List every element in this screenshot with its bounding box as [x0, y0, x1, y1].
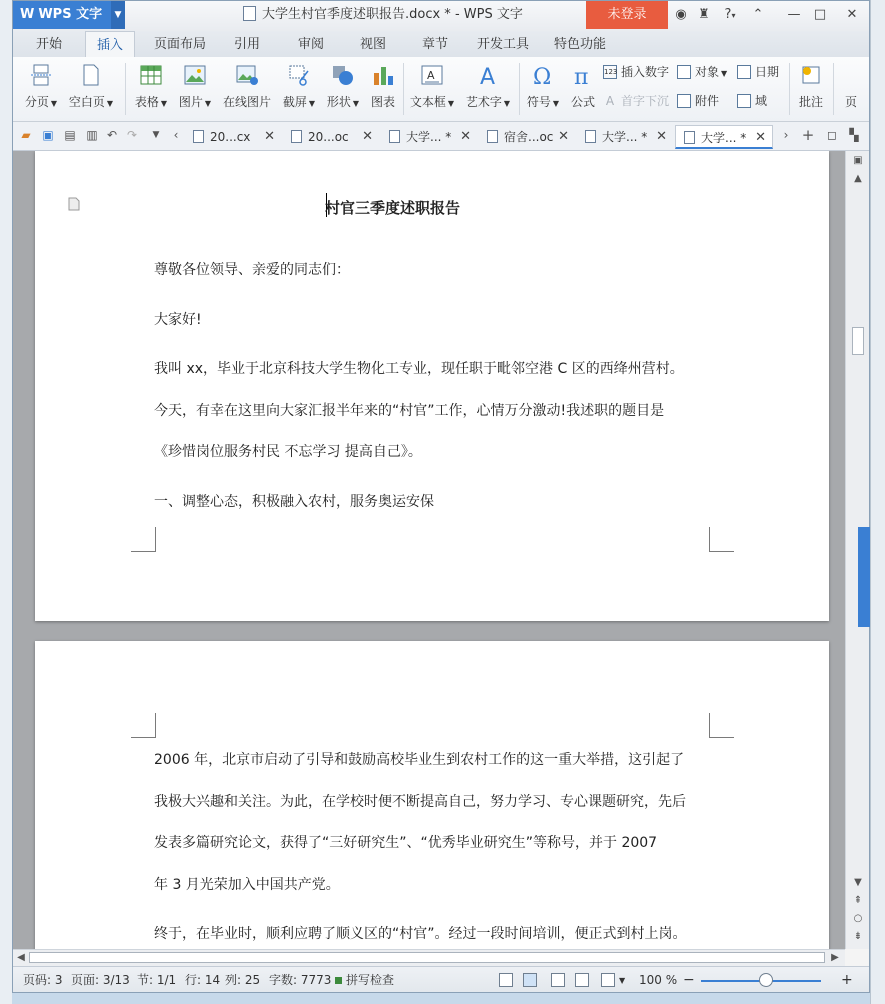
- collapse-ribbon-icon[interactable]: ⌃: [752, 7, 764, 22]
- document-icon: [243, 6, 256, 21]
- login-button[interactable]: 未登录: [586, 1, 668, 29]
- menu-view[interactable]: 视图: [359, 37, 386, 52]
- wps-logo-icon: W: [20, 7, 35, 22]
- document-tab[interactable]: [577, 125, 673, 149]
- fullscreen-view-icon[interactable]: [499, 973, 513, 987]
- doc-tab-icon: [291, 130, 302, 143]
- object-icon: [677, 65, 691, 79]
- document-tab-label: 大学... *: [406, 130, 452, 144]
- document-title[interactable]: 村官三季度述职报告: [325, 199, 461, 217]
- chart-icon: [371, 63, 395, 87]
- open-folder-icon[interactable]: ▰: [21, 128, 31, 142]
- ribbon-insert: [13, 57, 870, 122]
- pi-icon: [571, 63, 595, 87]
- document-tab-active[interactable]: [675, 125, 773, 149]
- minimize-button[interactable]: —: [787, 7, 801, 22]
- ribbon-separator: [789, 63, 790, 115]
- number-icon: 123: [603, 65, 617, 79]
- doc-tab-icon: [389, 130, 400, 143]
- app-name: WPS 文字: [38, 7, 103, 22]
- scroll-up-icon[interactable]: ▲: [854, 173, 862, 184]
- document-paragraph[interactable]: 《珍惜岗位服务村民 不忘学习 提高自己》。: [154, 444, 422, 460]
- ribbon-separator: [125, 63, 126, 115]
- document-tab-label: 宿舍...oc: [504, 130, 554, 144]
- status-section[interactable]: 节: 1/1: [137, 973, 177, 987]
- scroll-down-icon[interactable]: ▼: [854, 877, 862, 888]
- undo-icon[interactable]: ↶: [106, 128, 118, 142]
- picture-button[interactable]: 图片 ▼: [175, 61, 215, 117]
- drop-cap-label: 首字下沉: [621, 94, 670, 108]
- online-picture-icon: [235, 63, 259, 87]
- omega-icon: [531, 63, 555, 87]
- svg-text:A: A: [427, 69, 435, 82]
- menu-bar: [13, 31, 870, 58]
- side-panel-toggle[interactable]: [858, 527, 870, 627]
- document-paragraph[interactable]: 尊敬各位领导、亲爱的同志们：: [154, 262, 350, 278]
- document-paragraph[interactable]: 发表多篇研究论文，获得了“三好研究生”、“优秀毕业研究生”等称号，并于 2007: [154, 835, 658, 851]
- margin-corner-mark: [709, 527, 734, 552]
- shapes-button[interactable]: 形状 ▼: [323, 61, 363, 117]
- menu-page-layout[interactable]: 页面布局: [153, 37, 206, 52]
- spell-check-button[interactable]: [335, 967, 394, 993]
- tab-scroll-right-icon[interactable]: ›: [783, 128, 789, 142]
- menu-chapter[interactable]: 章节: [421, 37, 448, 52]
- status-word-count[interactable]: 字数: 7773: [269, 973, 332, 987]
- print-icon[interactable]: ▤: [64, 128, 76, 142]
- title-bar: [13, 1, 870, 31]
- picture-label: 图片: [178, 95, 203, 109]
- document-paragraph[interactable]: 大家好!: [154, 312, 202, 328]
- menu-home[interactable]: 开始: [35, 37, 62, 52]
- wordart-icon: [476, 63, 500, 87]
- document-page[interactable]: [35, 641, 829, 949]
- previous-page-icon[interactable]: ⇞: [853, 895, 863, 906]
- close-tab-icon[interactable]: ✕: [656, 129, 667, 144]
- document-tab[interactable]: [283, 125, 379, 149]
- attachment-icon: [677, 94, 691, 108]
- document-paragraph[interactable]: 年 3 月光荣加入中国共产党。: [154, 877, 340, 893]
- help-button[interactable]: ?▾: [724, 7, 736, 22]
- background-window-left: [0, 0, 12, 1004]
- online-picture-label: 在线图片: [222, 95, 271, 109]
- textbox-button[interactable]: A 文本框 ▼: [407, 61, 457, 117]
- blank-page-icon: [79, 63, 103, 87]
- online-picture-button[interactable]: [221, 61, 273, 117]
- close-tab-icon[interactable]: ✕: [362, 129, 373, 144]
- reading-mode-icon[interactable]: [601, 973, 615, 987]
- date-button[interactable]: [737, 62, 779, 82]
- skin-icon[interactable]: ◉: [675, 7, 687, 22]
- document-heading[interactable]: 一、调整心态，积极融入农村，服务奥运安保: [154, 494, 434, 510]
- insert-number-label: 插入数字: [621, 65, 670, 79]
- wordart-label: 艺术字: [465, 95, 502, 109]
- close-tab-icon[interactable]: ✕: [755, 130, 766, 145]
- document-tab-label: 20...oc: [308, 130, 349, 144]
- close-tab-icon[interactable]: ✕: [460, 129, 471, 144]
- formula-button[interactable]: [567, 61, 599, 117]
- split-view-icon[interactable]: ▣: [853, 155, 863, 166]
- page-view-icon[interactable]: [523, 973, 537, 987]
- menu-special-features[interactable]: 特色功能: [553, 37, 606, 52]
- scroll-right-icon[interactable]: ▶: [831, 952, 839, 963]
- ribbon-separator: [519, 63, 520, 115]
- horizontal-scrollbar[interactable]: [13, 949, 845, 966]
- shapes-icon: [331, 63, 355, 87]
- print-preview-icon[interactable]: ▥: [86, 128, 98, 142]
- menu-review[interactable]: 审阅: [297, 37, 324, 52]
- blank-page-label: 空白页: [68, 95, 105, 109]
- ribbon-separator: [403, 63, 404, 115]
- calendar-icon: [737, 65, 751, 79]
- object-label: 对象: [695, 65, 720, 79]
- zoom-in-button[interactable]: +: [841, 972, 853, 988]
- zoom-slider-handle[interactable]: [759, 973, 773, 987]
- document-tab[interactable]: [479, 125, 575, 149]
- document-tab-label: 大学... *: [602, 130, 648, 144]
- field-button[interactable]: [737, 91, 767, 111]
- document-tab-label: 大学... *: [701, 131, 747, 145]
- doc-tab-icon: [193, 130, 204, 143]
- shapes-label: 形状: [326, 95, 351, 109]
- window-title: [243, 1, 523, 29]
- view-dropdown-icon[interactable]: ▼: [619, 976, 626, 985]
- more-label: 页: [844, 95, 857, 109]
- menu-references[interactable]: 引用: [233, 37, 260, 52]
- insert-number-button[interactable]: [603, 62, 669, 82]
- svg-text:Ω: Ω: [533, 65, 552, 87]
- symbol-button[interactable]: Ω 符号 ▼: [526, 65, 560, 109]
- date-label: 日期: [755, 65, 780, 79]
- outline-view-icon[interactable]: [551, 973, 565, 987]
- redo-icon[interactable]: ↷: [126, 128, 138, 142]
- chart-label: 图表: [370, 95, 395, 109]
- tab-restore-icon[interactable]: ◻: [827, 128, 837, 142]
- table-button[interactable]: 表格 ▼: [131, 61, 171, 117]
- margin-corner-mark: [131, 527, 156, 552]
- help-icon: ?: [724, 7, 732, 22]
- tab-scroll-left-icon[interactable]: ‹: [173, 128, 179, 142]
- screenshot-label: 截屏: [282, 95, 307, 109]
- horizontal-scroll-thumb[interactable]: [29, 952, 825, 963]
- status-column[interactable]: 列: 25: [225, 973, 261, 987]
- more-icon: [839, 63, 863, 87]
- picture-icon: [183, 63, 207, 87]
- comment-button[interactable]: [795, 61, 827, 117]
- status-pages[interactable]: 页面: 3/13: [71, 973, 130, 987]
- new-tab-button[interactable]: +: [801, 126, 815, 144]
- doc-tab-icon: [585, 130, 596, 143]
- spell-check-label: 拼写检查: [346, 973, 395, 987]
- close-tab-icon[interactable]: ✕: [558, 129, 569, 144]
- background-window-right: [870, 0, 885, 1004]
- window-title-text: 大学生村官季度述职报告.docx * - WPS 文字: [262, 7, 523, 22]
- attachment-label: 附件: [695, 94, 720, 108]
- blank-page-button[interactable]: 空白页 ▼: [67, 61, 115, 117]
- chart-button[interactable]: [367, 61, 399, 117]
- svg-text:A: A: [480, 65, 496, 87]
- margin-corner-mark: [709, 713, 734, 738]
- document-page[interactable]: [35, 151, 829, 621]
- svg-text:π: π: [574, 65, 589, 87]
- tab-list-icon[interactable]: ▚: [849, 128, 859, 142]
- screenshot-button[interactable]: 截屏 ▼: [279, 61, 319, 117]
- ribbon-separator: [833, 63, 834, 115]
- more-ribbon-button[interactable]: [839, 61, 863, 117]
- browse-object-icon[interactable]: ○: [853, 913, 863, 924]
- status-page-number[interactable]: 页码: 3: [23, 973, 63, 987]
- next-page-icon[interactable]: ⇟: [853, 931, 863, 942]
- wordart-button[interactable]: A 艺术字 ▼: [465, 65, 511, 109]
- doc-tab-icon: [684, 131, 695, 144]
- zoom-out-button[interactable]: −: [683, 972, 695, 988]
- symbol-label: 符号: [526, 95, 551, 109]
- page-outline-icon[interactable]: [68, 197, 80, 211]
- web-view-icon[interactable]: [575, 973, 589, 987]
- document-paragraph[interactable]: 我极大兴趣和关注。为此，在学校时便不断提高自己，努力学习、专心课题研究，先后: [154, 794, 686, 810]
- app-menu-dropdown-icon[interactable]: ▼: [111, 1, 125, 29]
- document-tab[interactable]: [185, 125, 281, 149]
- menu-developer[interactable]: 开发工具: [476, 37, 529, 52]
- object-button[interactable]: 对象 ▼: [677, 62, 727, 82]
- drop-cap-icon: A: [605, 93, 615, 108]
- document-paragraph[interactable]: 2006 年，北京市启动了引导和鼓励高校毕业生到农村工作的这一重大举措，这引起了: [154, 752, 685, 768]
- field-icon: [737, 94, 751, 108]
- menu-insert[interactable]: 插入: [85, 31, 135, 58]
- doc-tab-icon: [487, 130, 498, 143]
- spell-check-icon: [335, 977, 342, 984]
- zoom-level[interactable]: 100 %: [639, 973, 678, 987]
- page-break-icon: [29, 63, 53, 87]
- scissors-icon: [287, 63, 311, 87]
- comment-icon: [799, 63, 823, 87]
- status-row[interactable]: 行: 14: [185, 973, 221, 987]
- document-paragraph[interactable]: 终于，在毕业时，顺利应聘了顺义区的“村官”。经过一段时间培训，便正式到村上岗。: [154, 926, 687, 942]
- formula-label: 公式: [570, 95, 595, 109]
- attachment-button[interactable]: [677, 91, 719, 111]
- status-bar: [13, 966, 870, 993]
- wps-window: [12, 0, 870, 993]
- document-tab-label: 20...cx: [210, 130, 251, 144]
- drop-cap-button[interactable]: [603, 91, 669, 111]
- document-tab-bar: [13, 122, 870, 151]
- textbox-icon: [420, 63, 444, 87]
- document-paragraph[interactable]: 今天，有幸在这里向大家汇报半年来的“村官”工作，心情万分激动!我述职的题目是: [154, 403, 665, 419]
- page-break-button[interactable]: 分页 ▼: [21, 61, 61, 117]
- maximize-button[interactable]: □: [813, 7, 827, 22]
- table-label: 表格: [134, 95, 159, 109]
- vertical-scroll-thumb[interactable]: [852, 327, 864, 355]
- close-tab-icon[interactable]: ✕: [264, 129, 275, 144]
- save-icon[interactable]: ▣: [42, 128, 54, 142]
- scroll-left-icon[interactable]: ◀: [17, 952, 25, 963]
- comment-label: 批注: [798, 95, 823, 109]
- page-break-label: 分页: [24, 95, 49, 109]
- field-label: 域: [755, 94, 768, 108]
- textbox-label: 文本框: [409, 95, 446, 109]
- quick-access-dropdown-icon[interactable]: ▼: [152, 130, 160, 140]
- margin-corner-mark: [131, 713, 156, 738]
- app-menu-button[interactable]: [13, 1, 125, 29]
- document-canvas[interactable]: [13, 151, 845, 949]
- document-paragraph[interactable]: 我叫 xx，毕业于北京科技大学生物化工专业，现任职于毗邻空港 C 区的西绛州营村。: [154, 361, 684, 377]
- close-button[interactable]: ✕: [846, 7, 858, 22]
- table-icon: [139, 63, 163, 87]
- document-tab[interactable]: [381, 125, 477, 149]
- shirt-icon[interactable]: ♜: [698, 7, 710, 22]
